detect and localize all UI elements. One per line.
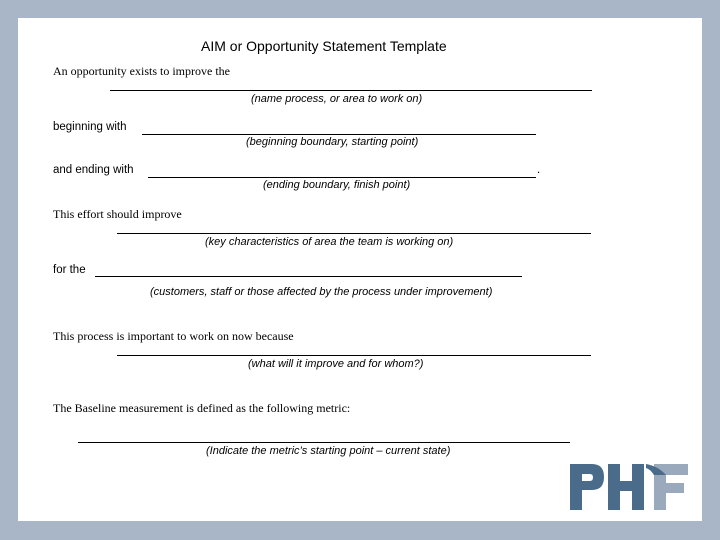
end-label: and ending with — [53, 164, 134, 176]
begin-input-line[interactable] — [142, 134, 536, 135]
end-input-line[interactable] — [148, 177, 536, 178]
baseline-hint: (Indicate the metric’s starting point – current state) — [206, 445, 451, 457]
end-period: . — [537, 164, 541, 176]
process-input-line[interactable] — [110, 90, 592, 91]
end-hint: (ending boundary, finish point) — [263, 179, 411, 191]
intro-label: An opportunity exists to improve the — [53, 64, 230, 78]
slide-page — [18, 18, 702, 521]
important-label: This process is important to work on now because — [53, 329, 294, 343]
baseline-label: The Baseline measurement is defined as the following metric: — [53, 401, 351, 415]
bottom-band — [0, 521, 720, 540]
baseline-input-line[interactable] — [78, 442, 570, 443]
page-title: AIM or Opportunity Statement Template — [201, 38, 447, 54]
important-hint: (what will it improve and for whom?) — [248, 358, 424, 370]
important-input-line[interactable] — [117, 355, 591, 356]
for-input-line[interactable] — [95, 276, 522, 277]
begin-label: beginning with — [53, 121, 127, 133]
logo-letter-h — [608, 464, 644, 510]
improve-label: This effort should improve — [53, 207, 182, 221]
for-label: for the — [53, 264, 86, 276]
for-hint: (customers, staff or those affected by the process under improvement) — [150, 286, 493, 298]
logo-letter-p — [570, 464, 604, 510]
phf-logo — [570, 462, 690, 512]
improve-hint: (key characteristics of area the team is working on) — [205, 236, 454, 248]
intro-hint: (name process, or area to work on) — [251, 93, 423, 105]
improve-input-line[interactable] — [117, 233, 591, 234]
begin-hint: (beginning boundary, starting point) — [246, 136, 419, 148]
